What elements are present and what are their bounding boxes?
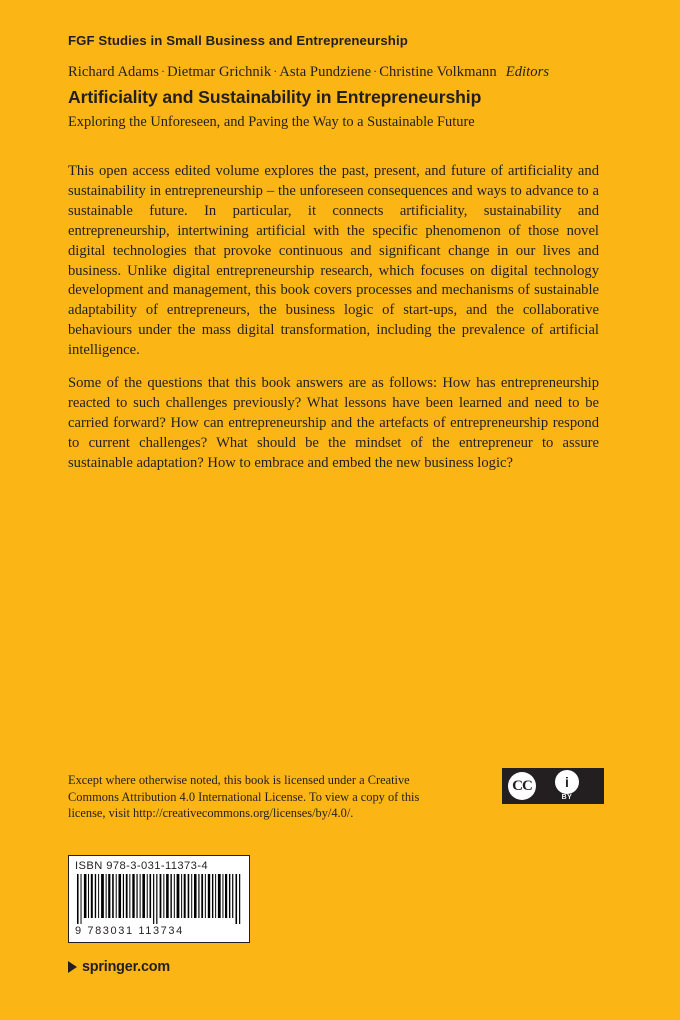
play-triangle-icon — [68, 961, 77, 973]
book-subtitle: Exploring the Unforeseen, and Paving the Way to a Sustainable Future — [68, 114, 475, 130]
editors-role-label: Editors — [505, 64, 550, 80]
editor-name-4: Christine Volkmann — [379, 64, 497, 80]
licence-note: Except where otherwise noted, this book is licensed under a Creative Commons Attribution 4.0 International License. To view a copy of this license, visit http://creativecommons.org/licenses/by/4.0/. — [68, 773, 420, 820]
cc-by-group — [536, 770, 598, 802]
editor-separator: · — [273, 64, 278, 78]
editor-separator: · — [373, 64, 378, 78]
editor-name-2: Dietmar Grichnik — [167, 64, 272, 80]
blurb-paragraph-1: This open access edited volume explores the past, present, and future of artificiality and sustainability in entrepreneurship – the unforeseen consequences and ways to advance to a sustainable future. In particular, it connects artificiality, sustainability and entrepreneurship, intertwining artificial with the specific phenomenon of those novel digital technologies that provoke continuous and significant change in our lives and business. Unlike digital entrepreneurship research, which focuses on digital technology development and management, this book covers processes and mechanisms of sustainable adaptability of entrepreneurs, the business logic of start-ups, and the collaborative behaviours under the mass digital transformation, including the prevalence of artificial intelligence. — [68, 163, 599, 359]
series-title: FGF Studies in Small Business and Entrepreneurship — [68, 33, 408, 48]
isbn-barcode — [68, 855, 250, 943]
isbn-number: 978-3-031-11373-4 — [106, 860, 208, 872]
cc-mark-icon: CC — [508, 772, 536, 800]
ean-digits: 9 783031 113734 — [75, 925, 184, 937]
editors-line — [68, 64, 638, 81]
editor-name-1: Richard Adams — [68, 64, 160, 80]
barcode-bars-icon — [75, 874, 243, 924]
cc-by-person-icon: i — [555, 770, 579, 794]
isbn-label: ISBN — [75, 860, 103, 872]
blurb-text — [68, 162, 599, 474]
isbn-line — [75, 860, 243, 872]
book-title: Artificiality and Sustainability in Entrepreneurship — [68, 87, 482, 107]
editor-separator: · — [161, 64, 166, 78]
editor-name-3: Asta Pundziene — [279, 64, 372, 80]
cc-by-label: BY — [561, 794, 573, 801]
blurb-paragraph-2: Some of the questions that this book answers are as follows: How has entrepreneurship reacted to such challenges previously? What lessons have been learned and need to be carried forward? How can entrepreneurship and the artefacts of entrepreneurship respond to current challenges? What should be the mindset of the entrepreneur to assure sustainable adaptation? How to embrace and embed the new business logic? — [68, 375, 599, 471]
springer-logo — [68, 959, 170, 975]
springer-url-label: springer.com — [82, 959, 170, 975]
creative-commons-badge-icon — [502, 768, 604, 804]
